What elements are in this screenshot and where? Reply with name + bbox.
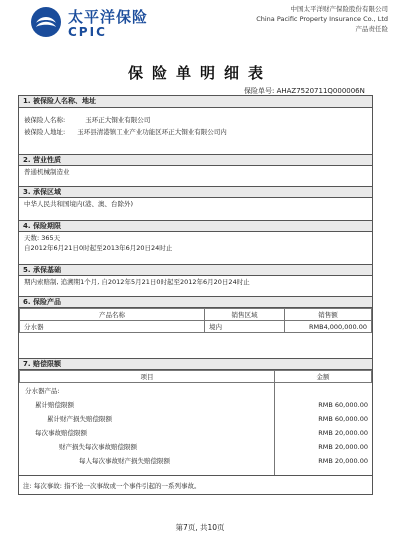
- section-heading: 2. 营业性质: [19, 154, 372, 166]
- policy-number-label: 保险单号:: [244, 87, 275, 95]
- business-nature-value: 普通机械制造业: [24, 168, 70, 176]
- cpic-logo: [30, 4, 170, 40]
- table-header-row: [20, 371, 372, 383]
- sales-area-cell: 境内: [205, 321, 285, 333]
- period-range: 自2012年6月21日0时起至2013年6月20日24时止: [24, 244, 173, 252]
- page-number: 第7页, 共10页: [175, 523, 225, 532]
- table-header-row: [20, 309, 372, 321]
- product-name-cell: 分水器: [20, 321, 205, 333]
- footnote: 注: 每次事故: 指不论一次事故或一个事件引起的一系列事故。: [19, 475, 372, 495]
- column-header: 销售区域: [205, 309, 285, 321]
- schedule-frame: [18, 95, 373, 495]
- section-heading: 1. 被保险人名称、地址: [19, 96, 372, 108]
- limit-label: 每次事故赔偿限额: [35, 429, 87, 437]
- limit-row: [19, 412, 372, 426]
- cpic-logo-icon: [30, 6, 62, 38]
- limit-label: 每人每次事故财产损失赔偿限额: [79, 457, 170, 465]
- limits-header-table: [19, 370, 372, 383]
- section-coverage-basis: [19, 264, 372, 288]
- limit-row: [19, 440, 372, 454]
- limit-amount: RMB 20,000.00: [318, 429, 368, 437]
- section-heading: 4. 保险期限: [19, 220, 372, 232]
- limit-label: 累计财产损失赔偿限额: [47, 415, 112, 423]
- insured-name-row: [19, 114, 372, 126]
- insured-address-label: 被保险人地址:: [24, 128, 66, 136]
- column-header: 产品名称: [20, 309, 205, 321]
- insured-address-row: [19, 126, 372, 138]
- limit-amount: RMB 20,000.00: [318, 443, 368, 451]
- coverage-basis-value: 期内索赔制, 追溯期1个月, 自2012年5月21日0时起至2012年6月20日24时止: [24, 278, 250, 286]
- limit-label: 分水器产品:: [25, 387, 60, 395]
- section-heading: 3. 承保区域: [19, 186, 372, 198]
- section-products: [19, 296, 372, 333]
- products-table: [19, 308, 372, 333]
- section-heading: 7. 赔偿限额: [19, 358, 372, 370]
- section-coverage-area: [19, 186, 372, 210]
- logo-chinese-name: 太平洋保险: [68, 8, 149, 26]
- limit-amount: RMB 60,000.00: [318, 415, 368, 423]
- limit-row: [19, 384, 372, 398]
- limit-row: [19, 398, 372, 412]
- company-name-en: China Pacific Property Insurance Co., Ltd: [256, 15, 388, 23]
- limit-row: [19, 426, 372, 440]
- limit-label: 累计赔偿限额: [35, 401, 74, 409]
- column-header-amount: 金额: [275, 371, 372, 383]
- insured-address-value: 玉环县清港镇工业产业功能区环正大铜业有限公司内: [77, 128, 227, 136]
- sales-amount-cell: RMB4,000,000.00: [285, 321, 372, 333]
- logo-english-name: CPIC: [68, 25, 107, 39]
- period-days: 天数: 365天: [24, 234, 61, 242]
- section-business-nature: [19, 154, 372, 178]
- limit-label: 财产损失每次事故赔偿限额: [59, 443, 137, 451]
- coverage-area-value: 中华人民共和国境内(港、澳、台除外): [24, 200, 134, 208]
- insured-name-label: 被保险人名称:: [24, 116, 66, 124]
- column-header: 销售额: [285, 309, 372, 321]
- insurance-type: 产品责任险: [355, 25, 388, 33]
- section-heading: 6. 保险产品: [19, 296, 372, 308]
- section-heading: 5. 承保基础: [19, 264, 372, 276]
- section-insured: [19, 96, 372, 138]
- insured-name-value: 玉环正大铜业有限公司: [85, 116, 151, 124]
- section-liability-limits: [19, 358, 372, 475]
- limit-row: [19, 454, 372, 468]
- table-row: [20, 321, 372, 333]
- column-header-item: 项目: [20, 371, 275, 383]
- limit-amount: RMB 20,000.00: [318, 457, 368, 465]
- company-info: [256, 4, 388, 34]
- company-name-cn: 中国太平洋财产保险股份有限公司: [290, 5, 388, 13]
- document-title: 保险单明细表: [127, 64, 272, 82]
- policy-number-value: AHAZ7520711Q000006N: [276, 87, 365, 95]
- limit-amount: RMB 60,000.00: [318, 401, 368, 409]
- section-insurance-period: [19, 220, 372, 253]
